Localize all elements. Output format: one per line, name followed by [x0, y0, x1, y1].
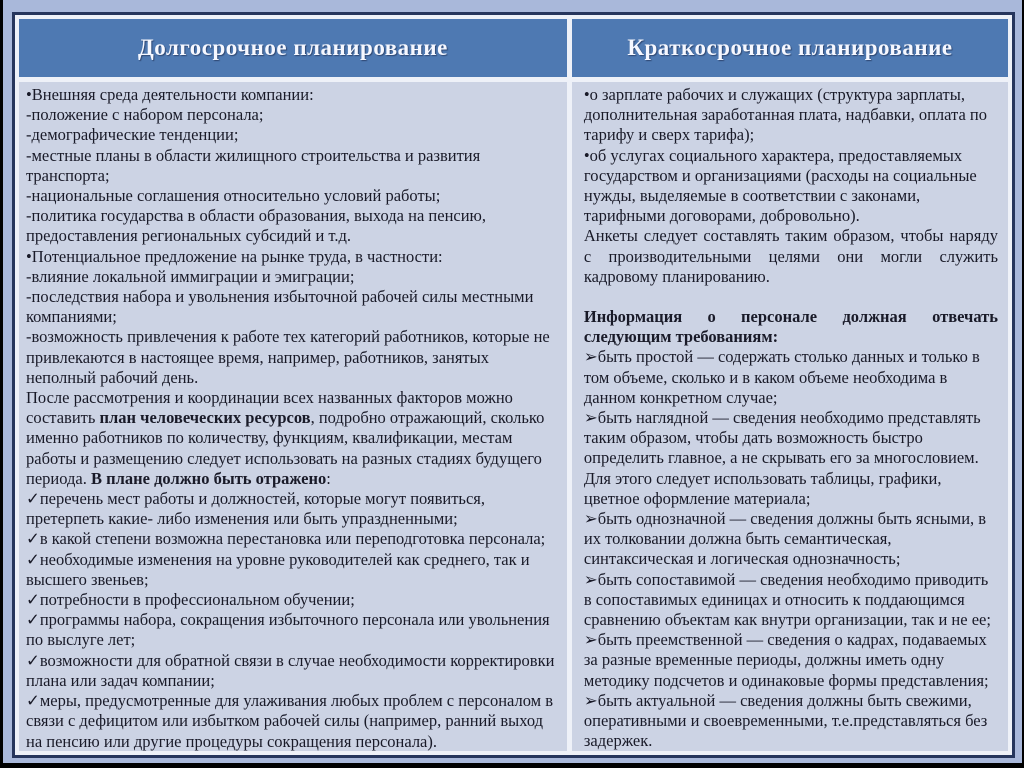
slide-background — [3, 0, 1022, 763]
text-paragraph: Анкеты следует составлять таким образом, чтобы наряду с производительными целями они могли служить кадровому планированию. — [583, 226, 998, 286]
text-paragraph: -местные планы в области жилищного строительства и развития транспорта; — [26, 145, 481, 185]
long-term-column-body — [19, 82, 567, 751]
text-paragraph: •об услугах социального характера, предоставляемых государством и организациями (расходы на социальные нужды, выделяемые в соответствии с законами, тарифными договорами, добровольно). — [583, 145, 977, 226]
text-paragraph: •Потенциальное предложение на рынке труда, в частности: — [26, 246, 443, 266]
section-heading: Информация о персонале должная отвечать следующим требованиям: — [583, 307, 998, 347]
text-paragraph: ➢быть сопоставимой — сведения необходимо приводить в сопоставимых единицах и относить к поддающимся сравнению объектам как внутри организации, так и не ее; — [583, 569, 991, 630]
text-paragraph: После рассмотрения и координации всех названных факторов можно составить план человеческих ресурсов, подробно отражающий, сколько именно работников по количеству, функциям, квалификации, местам работы и размещению следует использовать на разных стадиях будущего периода. В плане должно быть отражено: — [26, 388, 545, 488]
text-paragraph: ➢быть актуальной — сведения должны быть свежими, оперативными и своевременными, т.е.представляться без задержек. — [583, 690, 988, 751]
text-paragraph: ✓перечень мест работы и должностей, которые могут появиться, претерпеть какие- либо изменения или быть упраздненными; — [26, 489, 485, 529]
text-paragraph: ✓программы набора, сокращения избыточного персонала или увольнения по выслуге лет; — [26, 610, 550, 650]
long-term-header-label: Долгосрочное планирование — [137, 35, 448, 60]
short-term-column-body — [572, 82, 1008, 751]
text-paragraph: ✓меры, предусмотренные для улаживания любых проблем с персоналом в связи с дефицитом или избытком рабочей силы (например, ранний выход на пенсию или другие процедуры сокращения персонала). — [26, 691, 554, 751]
text-paragraph: -последствия набора и увольнения избыточной рабочей силы местными компаниями; — [26, 287, 534, 327]
text-paragraph: ➢быть преемственной — сведения о кадрах, подаваемых за разные временные периоды, должны иметь одну методику подсчетов и одинаковые формы представления; — [583, 630, 989, 690]
short-term-header-label: Краткосрочное планирование — [627, 35, 953, 60]
text-paragraph: -положение с набором персонала; — [26, 105, 264, 125]
text-paragraph: -национальные соглашения относительно условий работы; — [26, 186, 441, 206]
text-paragraph: ✓в какой степени возможна перестановка или переподготовка персонала; — [26, 529, 546, 549]
text-paragraph: -политика государства в области образования, выхода на пенсию, предоставления региональных субсидий и т.д. — [26, 206, 487, 246]
text-paragraph: •о зарплате рабочих и служащих (структура зарплаты, дополнительная заработанная плата, надбавки, оплата по тарифу и сверх тарифа); — [583, 85, 987, 145]
header-cell-short-term — [572, 19, 1008, 77]
text-paragraph: ✓необходимые изменения на уровне руководителей как среднего, так и высшего звеньев; — [26, 549, 530, 589]
text-paragraph: ➢быть однозначной — сведения должны быть ясными, в их толковании должна быть семантическая, синтаксическая и логическая однозначность; — [583, 509, 987, 569]
text-paragraph: -влияние локальной иммиграции и эмиграции; — [26, 266, 355, 286]
text-paragraph: ✓потребности в профессиональном обучении; — [26, 590, 355, 610]
text-paragraph: -демографические тенденции; — [26, 125, 239, 145]
planning-comparison-table — [12, 12, 1015, 758]
text-paragraph: •Внешняя среда деятельности компании: — [26, 85, 314, 104]
text-paragraph: ➢быть простой — содержать столько данных и только в том объеме, сколько и в каком объеме необходима в данном конкретном случае; — [583, 347, 980, 407]
text-paragraph: ✓возможности для обратной связи в случае необходимости корректировки плана или задач компании; — [26, 650, 555, 690]
text-paragraph: ➢быть наглядной — сведения необходимо представлять таким образом, чтобы дать возможность быстро определить главное, а не скрывать его за многословием. Для этого следует использовать таблицы, графики, цветное оформление материала; — [583, 408, 981, 508]
text-paragraph: -возможность привлечения к работе тех категорий работников, которые не привлекаются в настоящее время, например, работников, занятых неполный рабочий день. — [26, 327, 550, 387]
header-cell-long-term — [19, 19, 567, 77]
